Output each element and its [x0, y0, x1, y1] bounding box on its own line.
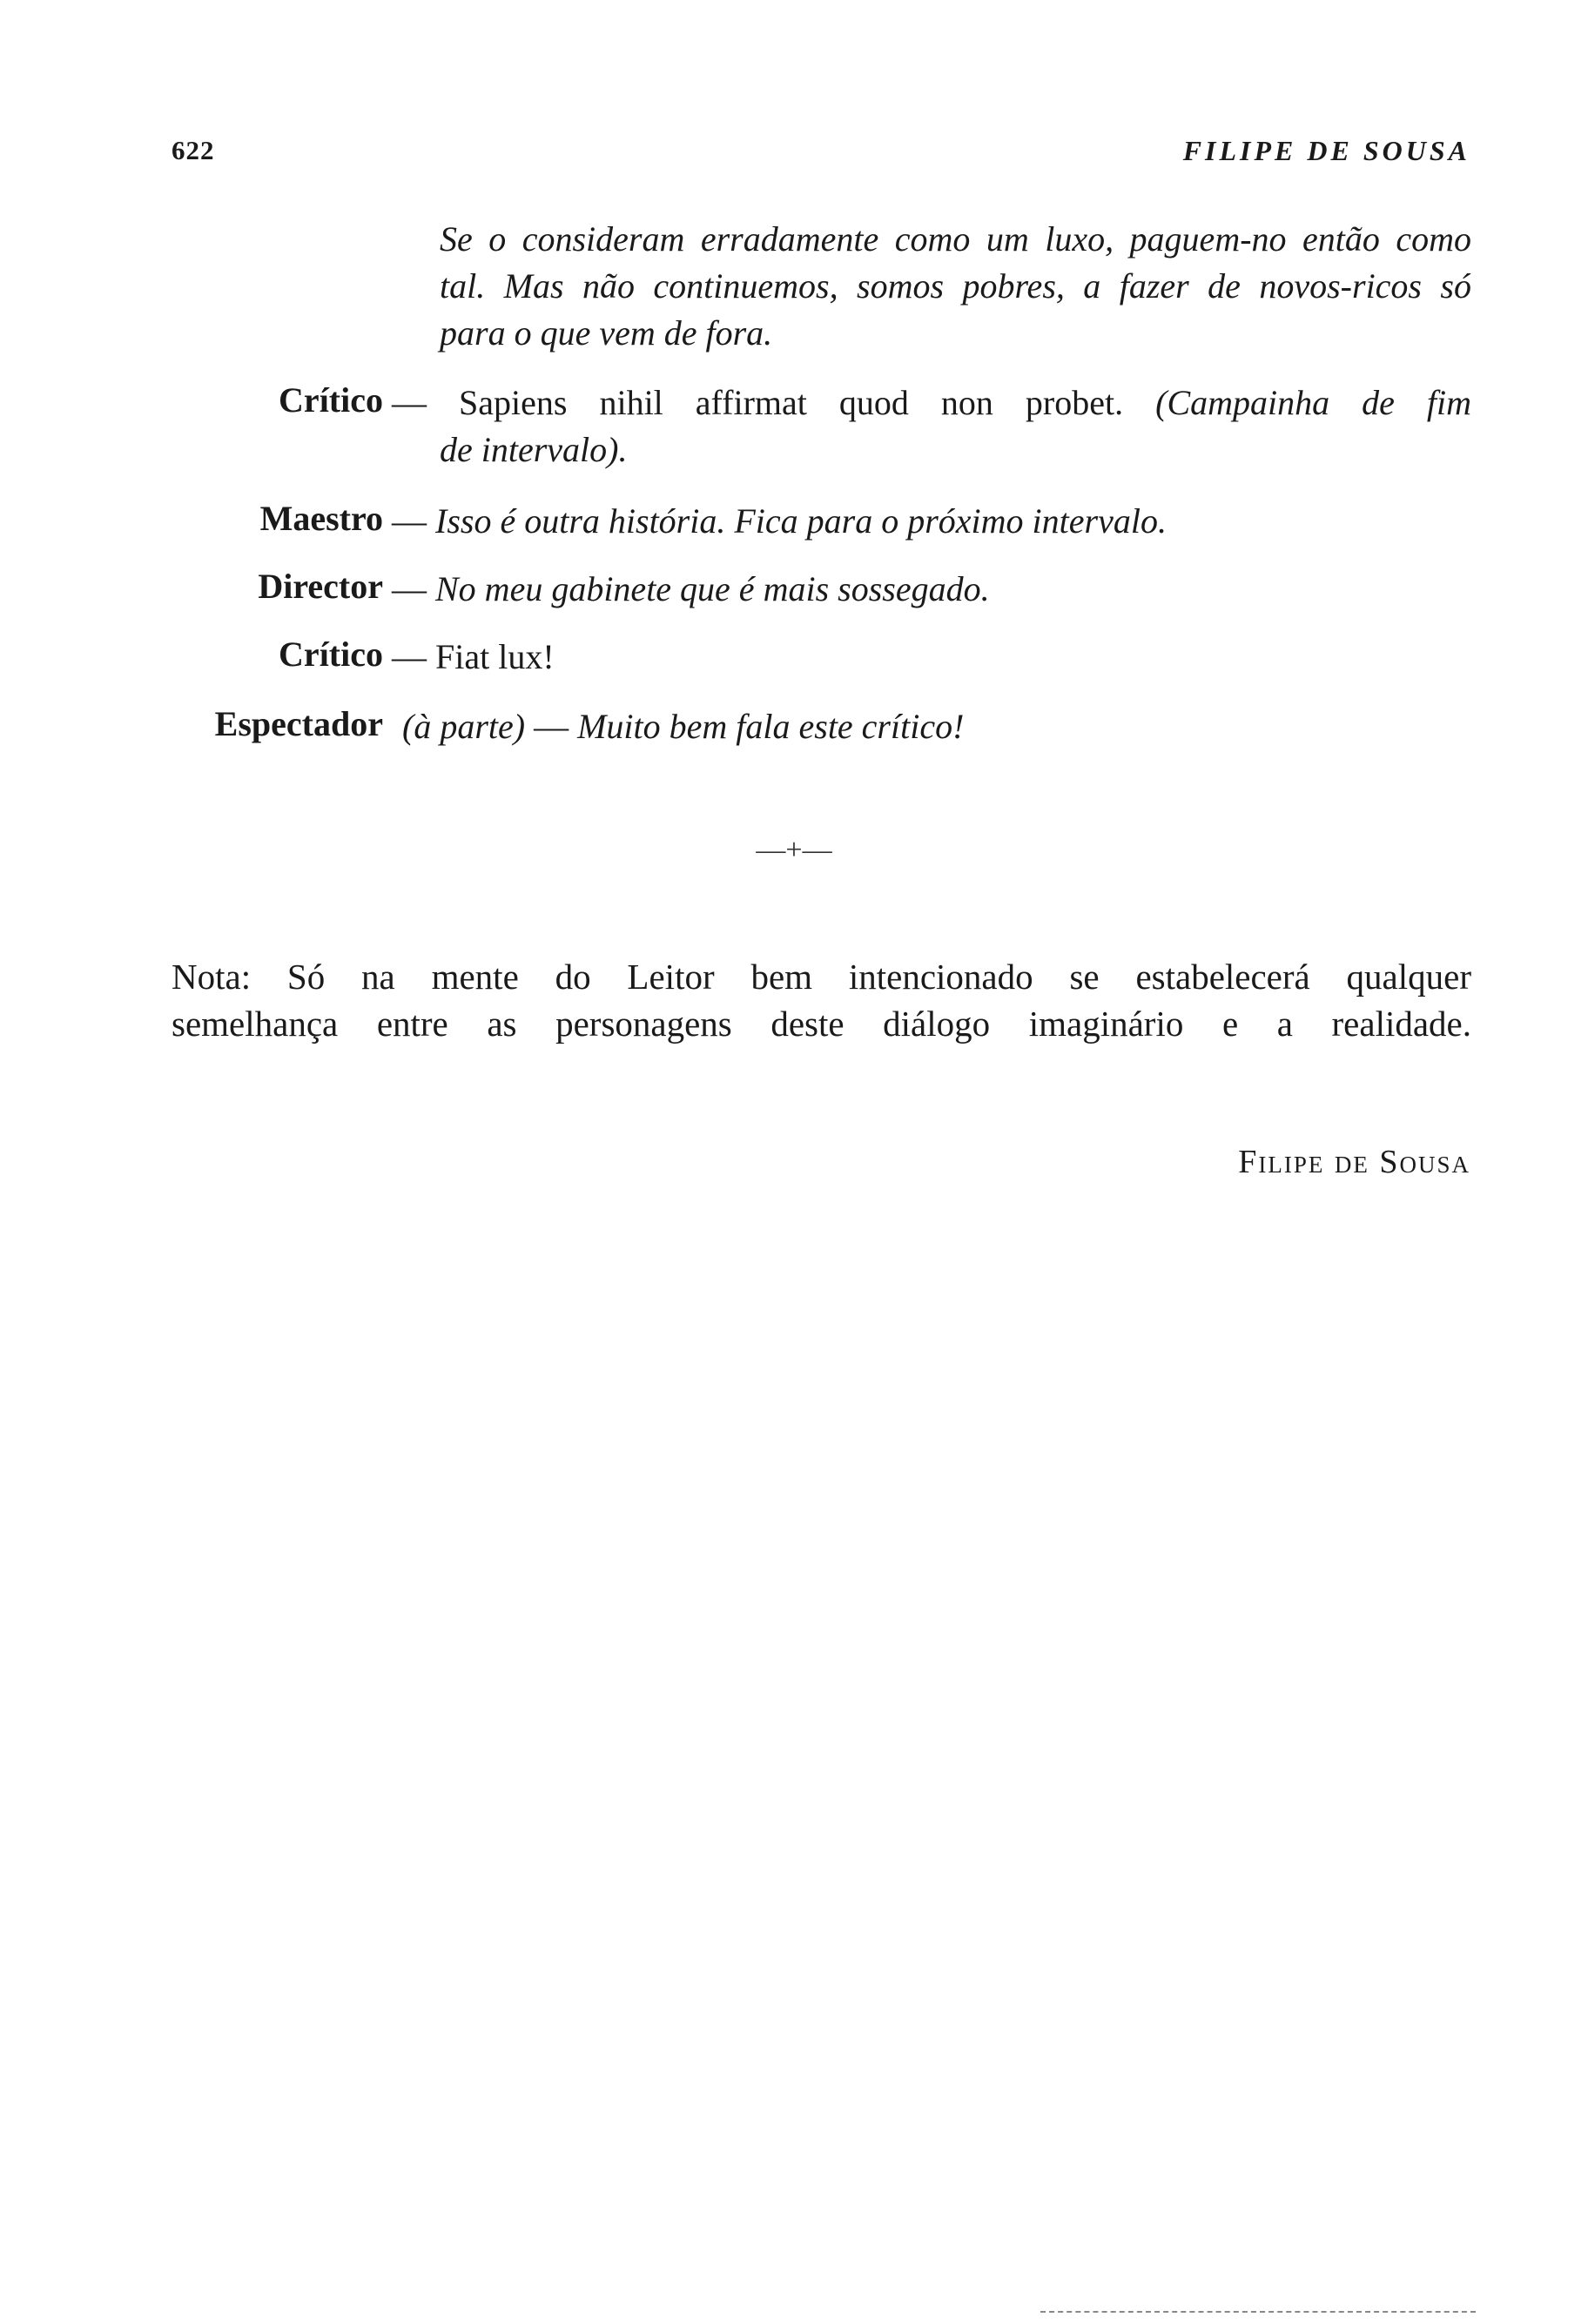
continuation-line: Se o consideram erradamente como um luxo, paguem-no então como — [440, 219, 1471, 259]
speech-text: Sapiens nihil affirmat quod non probet. — [459, 383, 1124, 422]
speech-text: No meu gabinete que é mais sossegado. — [435, 569, 990, 608]
page-number: 622 — [172, 135, 215, 165]
speaker-critico-2: Crítico — [279, 635, 383, 674]
running-title: FILIPE DE SOUSA — [1182, 135, 1470, 166]
stage-direction: (Campainha de fim — [1155, 383, 1472, 422]
dash: — — [392, 637, 427, 676]
aside: (à parte) — [402, 707, 526, 746]
speaker-maestro: Maestro — [259, 499, 383, 538]
continuation-line: para o que vem de fora. — [440, 313, 773, 353]
continuation-line: tal. Mas não continuemos, somos pobres, a fazer de novos-ricos só — [440, 266, 1471, 306]
speech-text: Fiat lux! — [435, 637, 555, 676]
speech-director — [392, 566, 1471, 613]
note-paragraph — [172, 953, 1471, 1047]
speech-text: Isso é outra história. Fica para o próximo intervalo. — [435, 501, 1167, 541]
note-line: Nota: Só na mente do Leitor bem intencionado se estabelecerá qualquer — [172, 957, 1471, 997]
speech-critico-2 — [392, 634, 1471, 681]
author-signature: Filipe de Sousa — [1238, 1144, 1470, 1180]
footer-rule — [1040, 2311, 1476, 2313]
dash: — — [392, 569, 427, 608]
speaker-espectador: Espectador — [214, 704, 383, 743]
section-ornament: —+— — [756, 834, 832, 866]
speech-text: Muito bem fala este crítico! — [577, 707, 965, 746]
note-line: semelhança entre as personagens deste diálogo imaginário e a realidade. — [172, 1004, 1471, 1044]
dash: — — [392, 501, 427, 541]
stage-direction-continuation: de intervalo). — [440, 430, 628, 469]
dash: — — [534, 707, 569, 746]
dash: — — [392, 383, 427, 422]
continuation-paragraph — [440, 216, 1471, 357]
speech-critico-1 — [392, 379, 1471, 474]
speech-maestro — [392, 498, 1471, 545]
speaker-critico: Crítico — [279, 380, 383, 420]
speaker-director: Director — [258, 567, 383, 606]
speech-espectador — [402, 703, 1471, 750]
